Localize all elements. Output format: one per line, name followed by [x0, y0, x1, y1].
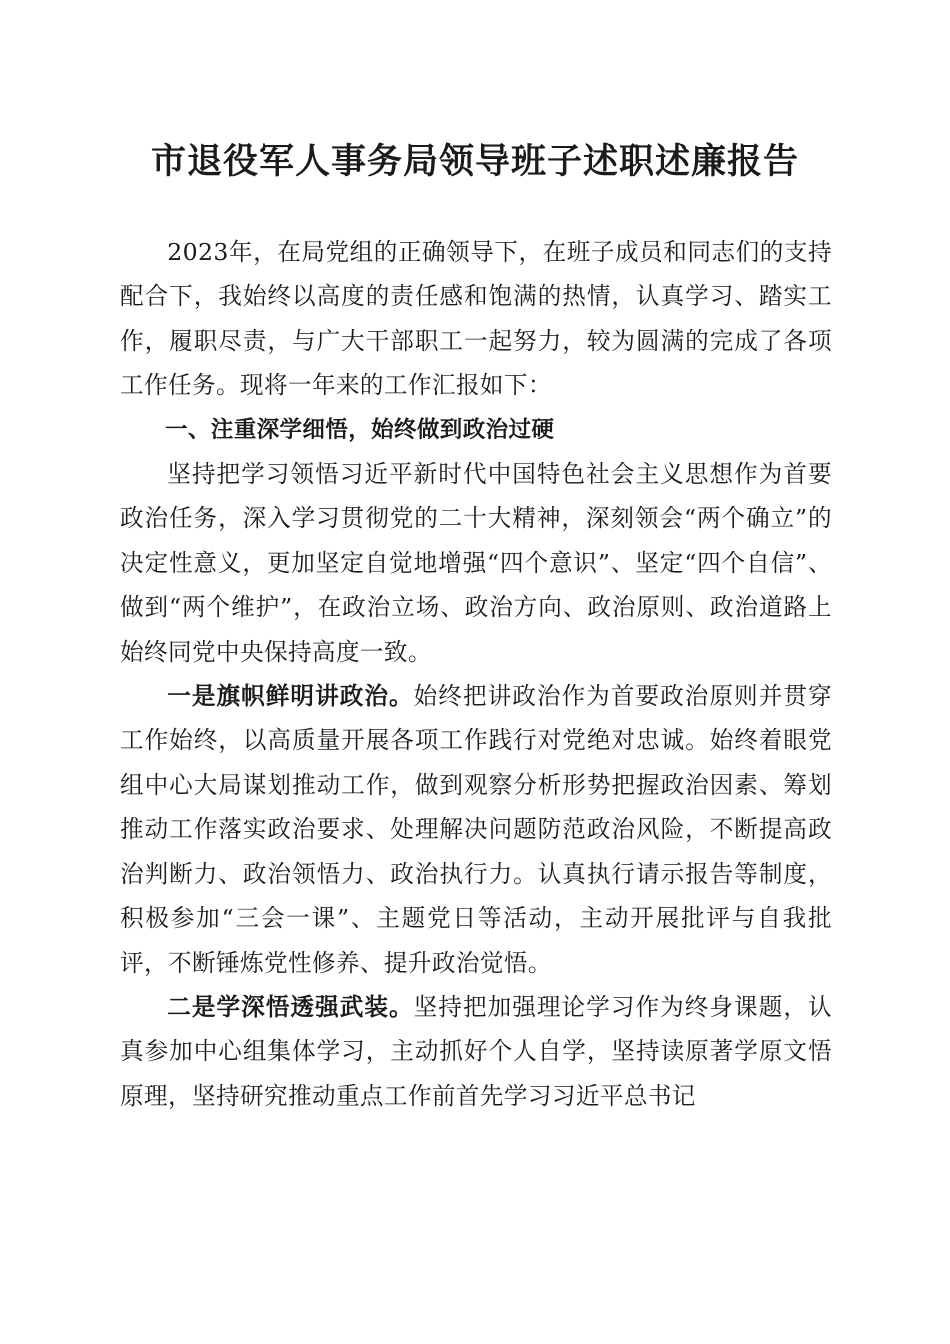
item-paragraph-2: [120, 985, 832, 1118]
item-text-1: 始终把讲政治作为首要政治原则并贯穿工作始终，以高质量开展各项工作践行对党绝对忠诚。始终着眼党组中心大局谋划推动工作，做到观察分析形势把握政治因素、筹划推动工作落实政治要求、处理解决问题防范政治风险，不断提高政治判断力、政治领悟力、政治执行力。认真执行请示报告等制度，积极参加“三会一课”、主题党日等活动，主动开展批评与自我批评，不断锤炼党性修养、提升政治觉悟。: [120, 682, 832, 977]
intro-paragraph: 2023年，在局党组的正确领导下，在班子成员和同志们的支持配合下，我始终以高度的责任感和饱满的热情，认真学习、踏实工作，履职尽责，与广大干部职工一起努力，较为圆满的完成了各项工作任务。现将一年来的工作汇报如下：: [120, 238, 832, 400]
section-paragraph: 坚持把学习领悟习近平新时代中国特色社会主义思想作为首要政治任务，深入学习贯彻党的二十大精神，深刻领会“两个确立”的决定性意义，更加坚定自觉地增强“四个意识”、坚定“四个自信”、做到“两个维护”，在政治立场、政治方向、政治原则、政治道路上始终同党中央保持高度一致。: [120, 460, 832, 666]
item-lead-1: 一是旗帜鲜明讲政治。: [167, 682, 414, 711]
page-title: 市退役军人事务局领导班子述职述廉报告: [150, 141, 799, 182]
section-heading: 一、注重深学细悟，始终做到政治过硬: [165, 416, 555, 443]
item-lead-2: 二是学深悟透强武装。: [167, 992, 414, 1021]
item-text-2: 坚持把加强理论学习作为终身课题，认真参加中心组集体学习，主动抓好个人自学，坚持读原著学原文悟原理，坚持研究推动重点工作前首先学习习近平总书记: [120, 992, 832, 1110]
document-body: [120, 230, 832, 1118]
item-paragraph-1: [120, 674, 832, 985]
